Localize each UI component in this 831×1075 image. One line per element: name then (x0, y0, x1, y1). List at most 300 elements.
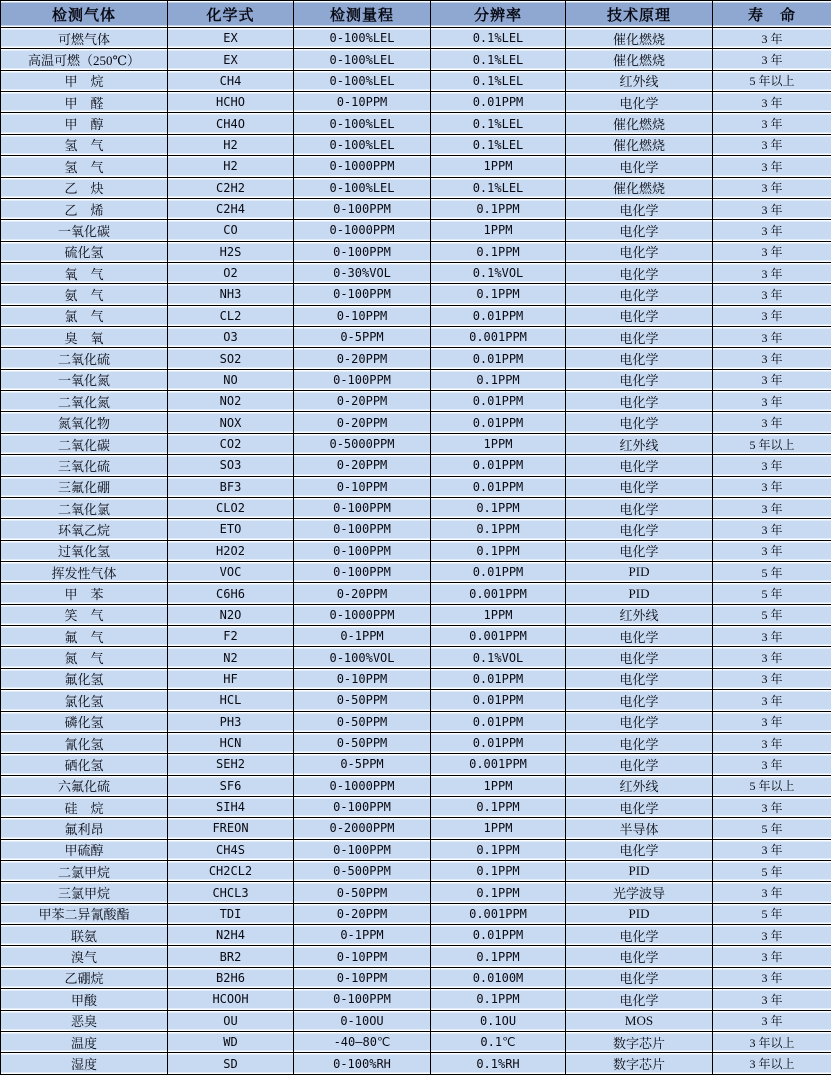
resolution-cell: 0.01PPM (431, 305, 566, 326)
gas-name-cell: 氟利昂 (1, 818, 168, 839)
formula-cell: OU (168, 1010, 294, 1031)
gas-name-cell: 二氯甲烷 (1, 861, 168, 882)
principle-cell: 电化学 (566, 348, 713, 369)
range-cell: 0-2000PPM (294, 818, 431, 839)
table-row (1, 519, 831, 540)
table-row (1, 177, 831, 198)
formula-cell: H2S (168, 241, 294, 262)
formula-cell: SD (168, 1053, 294, 1075)
resolution-cell: 0.1PPM (431, 861, 566, 882)
range-cell: 0-20PPM (294, 903, 431, 924)
range-cell: 0-100%LEL (294, 28, 431, 49)
resolution-cell: 1PPM (431, 156, 566, 177)
table-row (1, 925, 831, 946)
gas-name-cell: 氰化氢 (1, 732, 168, 753)
table-row (1, 241, 831, 262)
formula-cell: NO2 (168, 391, 294, 412)
gas-name-cell: 甲 醇 (1, 113, 168, 134)
lifespan-cell: 3 年 (713, 305, 831, 326)
range-cell: 0-1000PPM (294, 604, 431, 625)
formula-cell: F2 (168, 626, 294, 647)
resolution-cell: 0.1%LEL (431, 28, 566, 49)
lifespan-cell: 5 年以上 (713, 775, 831, 796)
lifespan-cell: 3 年 (713, 92, 831, 113)
formula-cell: EX (168, 28, 294, 49)
gas-name-cell: 二氧化硫 (1, 348, 168, 369)
principle-cell: 电化学 (566, 220, 713, 241)
table-row (1, 775, 831, 796)
range-cell: 0-5PPM (294, 754, 431, 775)
principle-cell: 电化学 (566, 540, 713, 561)
resolution-cell: 0.1%LEL (431, 70, 566, 91)
table-row (1, 476, 831, 497)
resolution-cell: 0.1PPM (431, 882, 566, 903)
lifespan-cell: 3 年 (713, 540, 831, 561)
gas-name-cell: 一氧化氮 (1, 369, 168, 390)
formula-cell: BF3 (168, 476, 294, 497)
resolution-cell: 0.1PPM (431, 198, 566, 219)
gas-name-cell: 氮 气 (1, 647, 168, 668)
resolution-cell: 1PPM (431, 775, 566, 796)
gas-name-cell: 氟化氢 (1, 668, 168, 689)
gas-name-cell: 二氧化氮 (1, 391, 168, 412)
resolution-cell: 0.1PPM (431, 519, 566, 540)
lifespan-cell: 3 年以上 (713, 1053, 831, 1075)
resolution-cell: 0.01PPM (431, 690, 566, 711)
table-row (1, 1031, 831, 1052)
lifespan-cell: 3 年 (713, 839, 831, 860)
gas-name-cell: 三氯甲烷 (1, 882, 168, 903)
table-row (1, 754, 831, 775)
formula-cell: ETO (168, 519, 294, 540)
table-row (1, 369, 831, 390)
formula-cell: CHCL3 (168, 882, 294, 903)
lifespan-cell: 3 年 (713, 626, 831, 647)
formula-cell: CH4O (168, 113, 294, 134)
col-header-formula: 化学式 (168, 1, 294, 28)
table-row (1, 284, 831, 305)
principle-cell: 电化学 (566, 497, 713, 518)
principle-cell: 电化学 (566, 519, 713, 540)
gas-name-cell: 甲 醛 (1, 92, 168, 113)
formula-cell: NH3 (168, 284, 294, 305)
principle-cell: 电化学 (566, 391, 713, 412)
lifespan-cell: 3 年 (713, 668, 831, 689)
gas-name-cell: 氯 气 (1, 305, 168, 326)
table-row (1, 348, 831, 369)
range-cell: 0-20PPM (294, 412, 431, 433)
formula-cell: SO3 (168, 455, 294, 476)
principle-cell: 催化燃烧 (566, 113, 713, 134)
table-row (1, 967, 831, 988)
range-cell: 0-1000PPM (294, 220, 431, 241)
table-row (1, 70, 831, 91)
principle-cell: 红外线 (566, 70, 713, 91)
lifespan-cell: 3 年 (713, 754, 831, 775)
range-cell: 0-100%LEL (294, 70, 431, 91)
resolution-cell: 0.01PPM (431, 732, 566, 753)
table-row (1, 412, 831, 433)
gas-name-cell: 六氟化硫 (1, 775, 168, 796)
principle-cell: 电化学 (566, 754, 713, 775)
resolution-cell: 0.1%LEL (431, 134, 566, 155)
formula-cell: CH4S (168, 839, 294, 860)
resolution-cell: 0.001PPM (431, 327, 566, 348)
principle-cell: 电化学 (566, 327, 713, 348)
gas-name-cell: 甲硫醇 (1, 839, 168, 860)
range-cell: 0-10PPM (294, 668, 431, 689)
range-cell: 0-20PPM (294, 583, 431, 604)
formula-cell: PH3 (168, 711, 294, 732)
table-row (1, 903, 831, 924)
principle-cell: 催化燃烧 (566, 177, 713, 198)
gas-name-cell: 氟 气 (1, 626, 168, 647)
formula-cell: CL2 (168, 305, 294, 326)
range-cell: 0-100PPM (294, 796, 431, 817)
principle-cell: 电化学 (566, 967, 713, 988)
gas-name-cell: 氢 气 (1, 134, 168, 155)
resolution-cell: 0.1PPM (431, 839, 566, 860)
gas-name-cell: 过氧化氢 (1, 540, 168, 561)
formula-cell: CH2CL2 (168, 861, 294, 882)
range-cell: 0-5000PPM (294, 433, 431, 454)
formula-cell: C6H6 (168, 583, 294, 604)
formula-cell: CO (168, 220, 294, 241)
gas-name-cell: 笑 气 (1, 604, 168, 625)
formula-cell: NO (168, 369, 294, 390)
lifespan-cell: 3 年 (713, 220, 831, 241)
table-row (1, 583, 831, 604)
range-cell: 0-100PPM (294, 989, 431, 1010)
range-cell: 0-1PPM (294, 925, 431, 946)
principle-cell: 电化学 (566, 711, 713, 732)
formula-cell: C2H2 (168, 177, 294, 198)
resolution-cell: 0.01PPM (431, 668, 566, 689)
resolution-cell: 0.1OU (431, 1010, 566, 1031)
resolution-cell: 0.01PPM (431, 711, 566, 732)
range-cell: 0-100PPM (294, 497, 431, 518)
lifespan-cell: 3 年 (713, 519, 831, 540)
formula-cell: H2 (168, 134, 294, 155)
table-row (1, 647, 831, 668)
resolution-cell: 1PPM (431, 433, 566, 454)
lifespan-cell: 3 年 (713, 925, 831, 946)
table-row (1, 391, 831, 412)
range-cell: -40—80℃ (294, 1031, 431, 1052)
lifespan-cell: 3 年 (713, 476, 831, 497)
principle-cell: 电化学 (566, 690, 713, 711)
lifespan-cell: 3 年 (713, 348, 831, 369)
table-row (1, 220, 831, 241)
principle-cell: 电化学 (566, 839, 713, 860)
resolution-cell: 0.01PPM (431, 476, 566, 497)
principle-cell: 半导体 (566, 818, 713, 839)
resolution-cell: 0.01PPM (431, 92, 566, 113)
lifespan-cell: 3 年 (713, 796, 831, 817)
principle-cell: PID (566, 861, 713, 882)
range-cell: 0-1PPM (294, 626, 431, 647)
lifespan-cell: 5 年以上 (713, 70, 831, 91)
gas-name-cell: 一氧化碳 (1, 220, 168, 241)
table-row (1, 113, 831, 134)
formula-cell: N2H4 (168, 925, 294, 946)
lifespan-cell: 3 年 (713, 732, 831, 753)
range-cell: 0-100%LEL (294, 177, 431, 198)
resolution-cell: 0.01PPM (431, 348, 566, 369)
range-cell: 0-10PPM (294, 946, 431, 967)
lifespan-cell: 5 年 (713, 818, 831, 839)
range-cell: 0-1000PPM (294, 775, 431, 796)
lifespan-cell: 3 年 (713, 967, 831, 988)
range-cell: 0-100PPM (294, 241, 431, 262)
principle-cell: 电化学 (566, 647, 713, 668)
lifespan-cell: 5 年 (713, 903, 831, 924)
range-cell: 0-100PPM (294, 561, 431, 582)
range-cell: 0-10PPM (294, 305, 431, 326)
lifespan-cell: 3 年 (713, 156, 831, 177)
formula-cell: CH4 (168, 70, 294, 91)
principle-cell: 电化学 (566, 925, 713, 946)
formula-cell: TDI (168, 903, 294, 924)
principle-cell: 催化燃烧 (566, 49, 713, 70)
table-row (1, 134, 831, 155)
gas-name-cell: 氢 气 (1, 156, 168, 177)
table-row (1, 561, 831, 582)
formula-cell: CO2 (168, 433, 294, 454)
formula-cell: HF (168, 668, 294, 689)
table-row (1, 604, 831, 625)
gas-name-cell: 挥发性气体 (1, 561, 168, 582)
formula-cell: SF6 (168, 775, 294, 796)
resolution-cell: 0.1PPM (431, 497, 566, 518)
formula-cell: EX (168, 49, 294, 70)
resolution-cell: 0.1%LEL (431, 113, 566, 134)
formula-cell: FREON (168, 818, 294, 839)
principle-cell: 电化学 (566, 476, 713, 497)
resolution-cell: 0.1PPM (431, 796, 566, 817)
table-row (1, 882, 831, 903)
resolution-cell: 0.001PPM (431, 626, 566, 647)
gas-name-cell: 三氧化硫 (1, 455, 168, 476)
range-cell: 0-10PPM (294, 92, 431, 113)
lifespan-cell: 3 年 (713, 28, 831, 49)
col-header-lifespan: 寿 命 (713, 1, 831, 28)
range-cell: 0-100PPM (294, 369, 431, 390)
resolution-cell: 0.0100M (431, 967, 566, 988)
gas-name-cell: 可燃气体 (1, 28, 168, 49)
principle-cell: PID (566, 561, 713, 582)
lifespan-cell: 3 年 (713, 946, 831, 967)
principle-cell: 催化燃烧 (566, 28, 713, 49)
lifespan-cell: 3 年 (713, 882, 831, 903)
range-cell: 0-1000PPM (294, 156, 431, 177)
table-row (1, 839, 831, 860)
range-cell: 0-100%RH (294, 1053, 431, 1075)
lifespan-cell: 3 年 (713, 369, 831, 390)
formula-cell: WD (168, 1031, 294, 1052)
resolution-cell: 0.001PPM (431, 754, 566, 775)
range-cell: 0-5PPM (294, 327, 431, 348)
gas-name-cell: 臭 氧 (1, 327, 168, 348)
formula-cell: VOC (168, 561, 294, 582)
table-row (1, 327, 831, 348)
resolution-cell: 0.01PPM (431, 391, 566, 412)
gas-name-cell: 甲 烷 (1, 70, 168, 91)
range-cell: 0-10PPM (294, 476, 431, 497)
gas-name-cell: 恶臭 (1, 1010, 168, 1031)
range-cell: 0-20PPM (294, 348, 431, 369)
formula-cell: NOX (168, 412, 294, 433)
table-row (1, 1010, 831, 1031)
header-row (1, 1, 831, 28)
gas-name-cell: 湿度 (1, 1053, 168, 1075)
principle-cell: 数字芯片 (566, 1053, 713, 1075)
lifespan-cell: 3 年 (713, 455, 831, 476)
resolution-cell: 0.1%VOL (431, 647, 566, 668)
range-cell: 0-10OU (294, 1010, 431, 1031)
table-row (1, 711, 831, 732)
range-cell: 0-50PPM (294, 711, 431, 732)
range-cell: 0-100%LEL (294, 134, 431, 155)
formula-cell: O2 (168, 262, 294, 283)
resolution-cell: 0.01PPM (431, 412, 566, 433)
lifespan-cell: 3 年 (713, 134, 831, 155)
principle-cell: 电化学 (566, 198, 713, 219)
gas-name-cell: 氯化氢 (1, 690, 168, 711)
gas-name-cell: 氨 气 (1, 284, 168, 305)
table-header (1, 1, 831, 28)
range-cell: 0-50PPM (294, 732, 431, 753)
formula-cell: CLO2 (168, 497, 294, 518)
resolution-cell: 0.1%LEL (431, 49, 566, 70)
gas-name-cell: 温度 (1, 1031, 168, 1052)
formula-cell: O3 (168, 327, 294, 348)
col-header-gas: 检测气体 (1, 1, 168, 28)
range-cell: 0-50PPM (294, 882, 431, 903)
formula-cell: HCOOH (168, 989, 294, 1010)
resolution-cell: 1PPM (431, 818, 566, 839)
resolution-cell: 0.1%VOL (431, 262, 566, 283)
lifespan-cell: 5 年 (713, 561, 831, 582)
principle-cell: 电化学 (566, 989, 713, 1010)
gas-name-cell: 溴气 (1, 946, 168, 967)
table-row (1, 1053, 831, 1075)
table-row (1, 49, 831, 70)
principle-cell: 电化学 (566, 455, 713, 476)
resolution-cell: 0.001PPM (431, 583, 566, 604)
table-row (1, 262, 831, 283)
lifespan-cell: 5 年 (713, 604, 831, 625)
gas-name-cell: 三氟化硼 (1, 476, 168, 497)
lifespan-cell: 5 年以上 (713, 433, 831, 454)
gas-name-cell: 二氧化氯 (1, 497, 168, 518)
gas-name-cell: 甲苯二异氰酸酯 (1, 903, 168, 924)
gas-name-cell: 二氧化碳 (1, 433, 168, 454)
resolution-cell: 0.1PPM (431, 540, 566, 561)
table-row (1, 626, 831, 647)
range-cell: 0-100PPM (294, 540, 431, 561)
principle-cell: 电化学 (566, 626, 713, 647)
resolution-cell: 0.1PPM (431, 946, 566, 967)
principle-cell: 电化学 (566, 369, 713, 390)
table-row (1, 92, 831, 113)
formula-cell: HCN (168, 732, 294, 753)
resolution-cell: 0.1%LEL (431, 177, 566, 198)
formula-cell: N2 (168, 647, 294, 668)
resolution-cell: 0.1℃ (431, 1031, 566, 1052)
range-cell: 0-50PPM (294, 690, 431, 711)
resolution-cell: 0.1PPM (431, 989, 566, 1010)
resolution-cell: 1PPM (431, 220, 566, 241)
lifespan-cell: 3 年 (713, 497, 831, 518)
formula-cell: C2H4 (168, 198, 294, 219)
lifespan-cell: 3 年 (713, 177, 831, 198)
principle-cell: 电化学 (566, 241, 713, 262)
principle-cell: 光学波导 (566, 882, 713, 903)
lifespan-cell: 3 年 (713, 690, 831, 711)
table-row (1, 818, 831, 839)
principle-cell: 电化学 (566, 92, 713, 113)
formula-cell: SIH4 (168, 796, 294, 817)
principle-cell: 电化学 (566, 796, 713, 817)
resolution-cell: 1PPM (431, 604, 566, 625)
table-row (1, 989, 831, 1010)
principle-cell: 电化学 (566, 262, 713, 283)
gas-name-cell: 环氧乙烷 (1, 519, 168, 540)
lifespan-cell: 3 年 (713, 198, 831, 219)
resolution-cell: 0.1PPM (431, 241, 566, 262)
gas-name-cell: 甲 苯 (1, 583, 168, 604)
lifespan-cell: 3 年 (713, 711, 831, 732)
range-cell: 0-10PPM (294, 967, 431, 988)
lifespan-cell: 3 年 (713, 49, 831, 70)
gas-name-cell: 氧 气 (1, 262, 168, 283)
table-row (1, 732, 831, 753)
lifespan-cell: 3 年以上 (713, 1031, 831, 1052)
resolution-cell: 0.1PPM (431, 369, 566, 390)
principle-cell: 电化学 (566, 156, 713, 177)
resolution-cell: 0.1PPM (431, 284, 566, 305)
principle-cell: 电化学 (566, 305, 713, 326)
principle-cell: 数字芯片 (566, 1031, 713, 1052)
range-cell: 0-100%VOL (294, 647, 431, 668)
range-cell: 0-100%LEL (294, 113, 431, 134)
lifespan-cell: 3 年 (713, 1010, 831, 1031)
table-row (1, 690, 831, 711)
gas-name-cell: 硫化氢 (1, 241, 168, 262)
lifespan-cell: 3 年 (713, 989, 831, 1010)
lifespan-cell: 5 年 (713, 861, 831, 882)
range-cell: 0-100PPM (294, 284, 431, 305)
col-header-principle: 技术原理 (566, 1, 713, 28)
principle-cell: 电化学 (566, 732, 713, 753)
principle-cell: 红外线 (566, 604, 713, 625)
gas-name-cell: 氮氧化物 (1, 412, 168, 433)
col-header-range: 检测量程 (294, 1, 431, 28)
table-row (1, 668, 831, 689)
table-row (1, 861, 831, 882)
resolution-cell: 0.01PPM (431, 561, 566, 582)
range-cell: 0-20PPM (294, 391, 431, 412)
lifespan-cell: 3 年 (713, 412, 831, 433)
formula-cell: HCL (168, 690, 294, 711)
formula-cell: SEH2 (168, 754, 294, 775)
table-row (1, 305, 831, 326)
range-cell: 0-30%VOL (294, 262, 431, 283)
gas-name-cell: 乙 炔 (1, 177, 168, 198)
range-cell: 0-100%LEL (294, 49, 431, 70)
lifespan-cell: 3 年 (713, 647, 831, 668)
